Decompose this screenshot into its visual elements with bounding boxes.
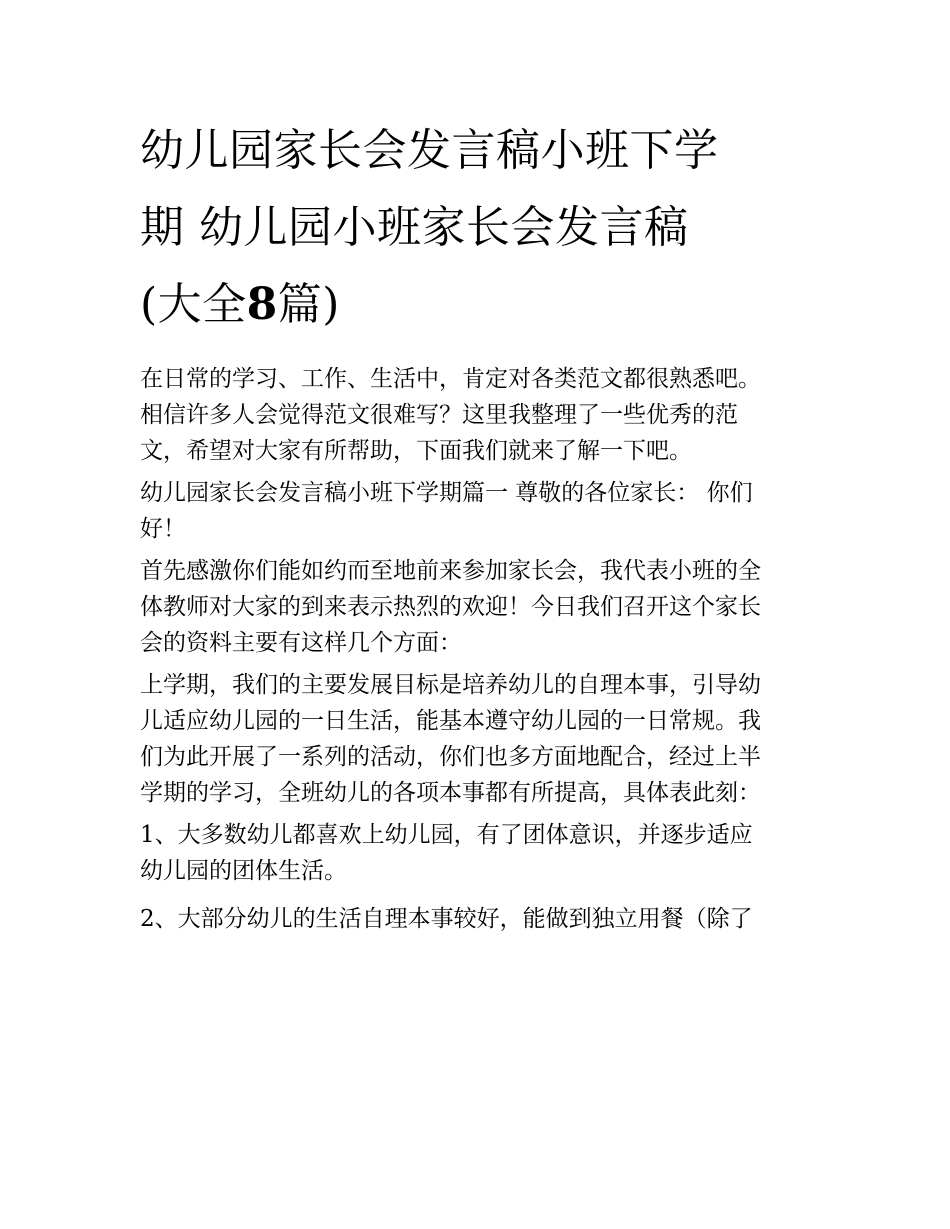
intro-paragraph [140,361,815,469]
text-line: 在日常的学习、工作、生活中，肯定对各类范文都很熟悉吧。 [140,366,761,392]
title-numeral: 8 [246,279,278,330]
text-line: 幼儿园的团体生活。 [140,858,347,884]
text-line: 文，希望对大家有所帮助，下面我们就来了解一下吧。 [140,438,692,464]
text-line: 上学期，我们的主要发展目标是培养幼儿的自理本事，引导幼 [140,672,761,698]
text-line: 们为此开展了一系列的活动，你们也多方面地配合，经过上半 [140,744,761,770]
text-line: 相信许多人会觉得范文很难写？这里我整理了一些优秀的范 [140,402,738,428]
title-line: 幼儿园家长会发言稿小班下学 [140,125,719,176]
text-line: 幼儿园家长会发言稿小班下学期篇一 尊敬的各位家长： 你们 [140,480,753,506]
title-line: 期 幼儿园小班家长会发言稿 [140,202,689,253]
title-line: (大全8篇) [140,279,340,330]
list-item-2 [140,901,815,937]
document-title [140,112,815,343]
list-item-1 [140,817,815,889]
text-line: 会的资料主要有这样几个方面： [140,630,462,656]
text-line: 学期的学习，全班幼儿的各项本事都有所提高，具体表此刻： [140,780,761,806]
text-line: 好！ [140,516,186,542]
document-body [140,361,815,937]
text-line: 体教师对大家的到来表示热烈的欢迎！今日我们召开这个家长 [140,594,761,620]
welcome-paragraph [140,553,815,661]
greeting-paragraph [140,475,815,547]
text-line: 儿适应幼儿园的一日生活，能基本遵守幼儿园的一日常规。我 [140,708,761,734]
goals-paragraph [140,667,815,811]
text-line: 2、大部分幼儿的生活自理本事较好，能做到独立用餐（除了 [140,906,753,932]
document-content [140,112,815,937]
text-line: 1、大多数幼儿都喜欢上幼儿园，有了团体意识，并逐步适应 [140,822,753,848]
text-line: 首先感激你们能如约而至地前来参加家长会，我代表小班的全 [140,558,761,584]
